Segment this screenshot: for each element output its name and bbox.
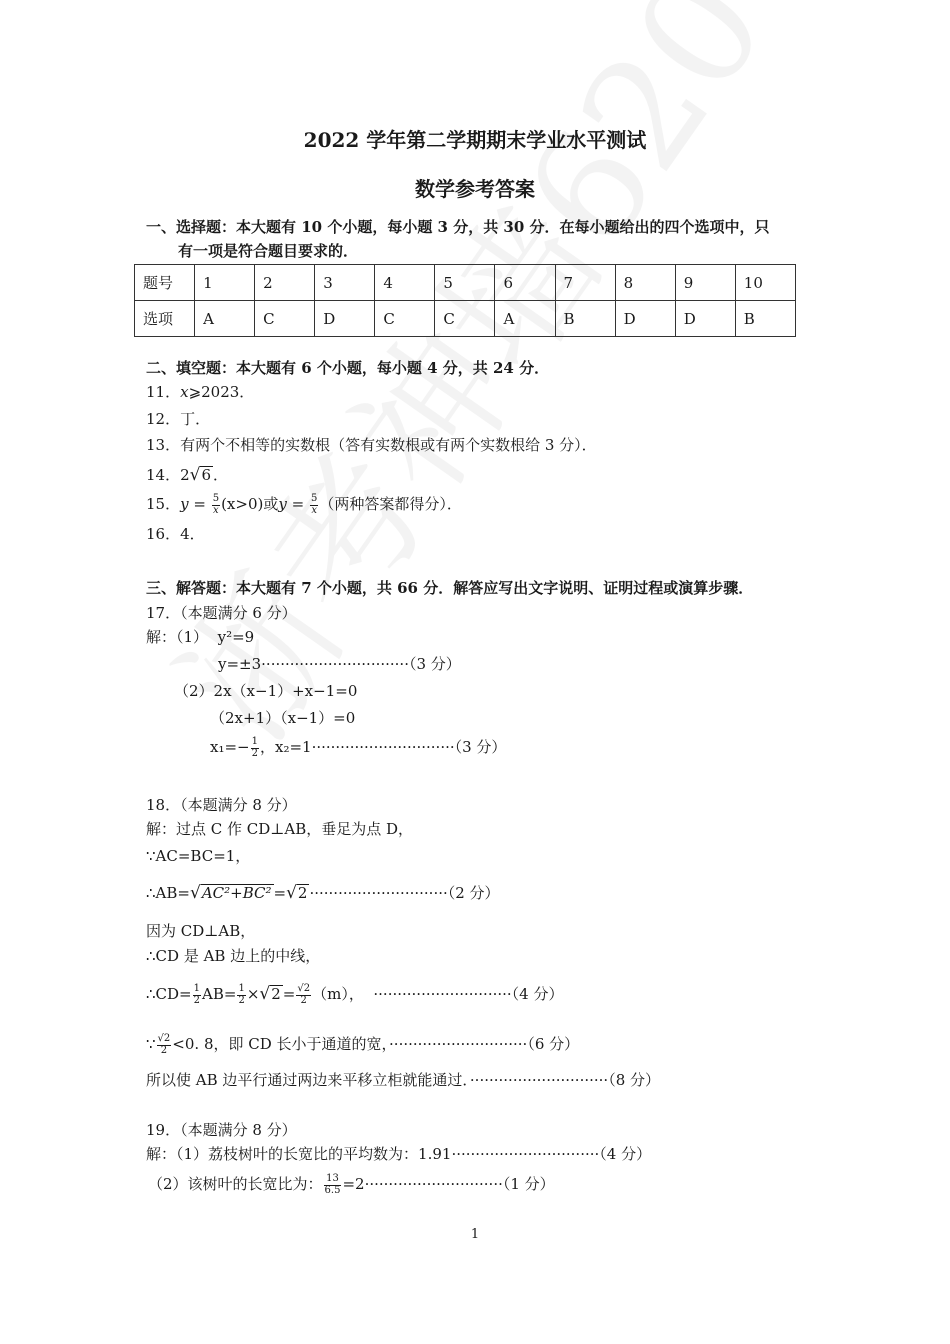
fraction-5-over-x	[310, 494, 318, 516]
score-label: （3 分）	[454, 738, 507, 756]
table-cell: C	[255, 301, 315, 337]
table-cell: 5	[435, 265, 495, 301]
sqrt-sign: √	[189, 465, 201, 485]
q18-line5: ∴CD 是 AB 边上的中线，	[146, 947, 321, 965]
fraction-numerator: 5	[310, 493, 318, 504]
fraction-numerator: 13	[324, 1174, 342, 1186]
q18-l6-d: =	[282, 985, 296, 1003]
q17-part1-equation: y²=9	[217, 628, 255, 646]
q17-part1-solution	[218, 657, 461, 672]
table-cell: B	[555, 301, 615, 337]
q19-l2-a: （2）该树叶的长宽比为：	[148, 1175, 323, 1193]
fraction-denominator: 2	[193, 994, 200, 1006]
page-subtitle: 数学参考答案	[415, 177, 535, 201]
table-cell: A	[195, 301, 255, 337]
fraction-one-half	[251, 737, 259, 759]
fraction-numerator: 5	[212, 493, 220, 504]
answer-15-or: 或	[263, 495, 279, 513]
table-cell: 7	[555, 265, 615, 301]
q19-heading: 19．（本题满分 8 分）	[146, 1121, 297, 1139]
answer-15-eq1: y =	[180, 495, 206, 513]
q17-part2-line1: （2）2x（x−1）+x−1=0	[174, 682, 358, 700]
table-cell: 10	[735, 265, 795, 301]
q17-part1-eq	[146, 630, 254, 645]
table-cell: 2	[255, 265, 315, 301]
table-row	[135, 265, 796, 301]
fraction-denominator: 2	[160, 1044, 168, 1056]
table-cell: C	[435, 301, 495, 337]
sqrt-sign: √	[189, 883, 201, 903]
answer-14-label: 14．2	[146, 466, 190, 484]
q17-part2-sol-a: x₁=−	[210, 738, 250, 756]
leader-dots: ·····························	[364, 1175, 503, 1193]
q17-part1-sol: y=±3	[218, 655, 262, 673]
fraction-numerator: 1	[193, 983, 200, 994]
fraction-denominator: 6.5	[324, 1184, 341, 1196]
answer-15-label: 15．	[146, 495, 181, 513]
q19-l1: 解：（1）荔枝树叶的长宽比的平均数为：1.91	[146, 1145, 452, 1163]
q17-part2-sol-b: ，x₂=1	[259, 738, 312, 756]
answer-11-rest: ⩾2023．	[188, 383, 255, 401]
q17-part2-line2: （2x+1）（x−1）=0	[210, 709, 356, 727]
fraction-denominator: x	[213, 504, 219, 516]
q18-line3	[146, 884, 500, 902]
radicand: 2	[163, 1033, 171, 1044]
answer-14-radicand: 6	[201, 466, 212, 484]
score-label: （3 分）	[408, 655, 461, 673]
table-cell: 9	[675, 265, 735, 301]
fraction-numerator: 1	[238, 983, 245, 994]
q18-l3-radicand: AC²+BC²	[201, 884, 272, 902]
q17-part1-label: 解：（1）	[146, 628, 209, 646]
score-label: （4 分）	[511, 985, 564, 1003]
q18-l3-radicand2: 2	[297, 884, 308, 902]
section3-heading: 三、解答题：本大题有 7 个小题，共 66 分．解答应写出文字说明、证明过程或演算步骤．	[146, 579, 754, 597]
score-label: （6 分）	[527, 1035, 580, 1053]
table-cell: 8	[615, 265, 675, 301]
q18-line6	[146, 984, 563, 1006]
fraction-denominator: x	[311, 504, 317, 516]
leader-dots: ·····························	[469, 1071, 609, 1089]
table-cell: 6	[495, 265, 555, 301]
section2-heading: 二、填空题：本大题有 6 个小题，每小题 4 分，共 24 分．	[146, 359, 550, 377]
answer-12: 12．丁．	[146, 410, 211, 428]
section1-heading-line1: 一、选择题：本大题有 10 个小题，每小题 3 分，共 30 分．在每小题给出的四个选项中，只	[146, 218, 770, 236]
table-cell: A	[495, 301, 555, 337]
table-cell: D	[615, 301, 675, 337]
answer-14-end: ．	[213, 466, 229, 484]
table-cell: D	[675, 301, 735, 337]
fraction-numerator: √2	[297, 983, 311, 994]
sqrt-sign: √	[286, 883, 297, 903]
answer-13: 13．有两个不相等的实数根（答有实数根或有两个实数根给 3 分）．	[146, 436, 597, 454]
page-title: 2022 学年第二学期期末学业水平测试	[303, 128, 647, 152]
answer-16: 16．4．	[146, 525, 205, 543]
q18-heading: 18．（本题满分 8 分）	[146, 796, 297, 814]
q18-l6-e: （m），	[312, 985, 364, 1003]
fraction-denominator: 2	[300, 994, 307, 1006]
section1-heading-line2: 有一项是符合题目要求的．	[178, 242, 359, 260]
q18-l3-b: =	[273, 884, 287, 902]
leader-dots: ·····························	[373, 985, 512, 1003]
q18-l6-b: AB=	[202, 985, 237, 1003]
table-cell: C	[375, 301, 435, 337]
answer-11	[146, 385, 254, 400]
q18-l3-a: ∴AB=	[146, 884, 190, 902]
radicand: 2	[303, 983, 311, 994]
q18-line4: 因为 CD⊥AB，	[146, 922, 256, 940]
q18-l7-b: <0. 8，即 CD 长小于通道的宽，	[172, 1035, 390, 1053]
leader-dots: ·······························	[451, 1145, 600, 1163]
q18-l6-c: ×	[246, 985, 260, 1003]
q19-line1	[146, 1147, 651, 1162]
table-cell: D	[315, 301, 375, 337]
fraction-numerator: √2	[157, 1033, 171, 1044]
table-cell-label: 选项	[135, 301, 195, 337]
q17-heading: 17．（本题满分 6 分）	[146, 604, 297, 622]
score-label: （8 分）	[608, 1071, 660, 1089]
q18-l6-a: ∴CD=	[146, 985, 192, 1003]
q17-part2-solution	[210, 737, 506, 759]
fraction-one-half	[193, 984, 201, 1006]
answer-15	[146, 494, 462, 516]
fraction-13-over-6-5	[324, 1174, 342, 1196]
q18-l8: 所以使 AB 边平行通过两边来平移立柜就能通过．	[146, 1071, 470, 1089]
leader-dots: ·····························	[309, 884, 448, 902]
q18-l7-a: ∵	[146, 1035, 156, 1053]
q19-l2-b: =2	[342, 1175, 365, 1193]
q18-line1: 解：过点 C 作 CD⊥AB，垂足为点 D，	[146, 820, 414, 838]
leader-dots: ·····························	[389, 1035, 528, 1053]
answer-11-label: 11．	[146, 383, 181, 401]
table-row	[135, 301, 796, 337]
sqrt-sign: √	[259, 984, 271, 1004]
fraction-root2-over-2	[157, 1034, 172, 1056]
page-number: 1	[470, 1227, 480, 1242]
score-label: （2 分）	[447, 884, 500, 902]
answer-14	[146, 466, 228, 484]
table-cell-label: 题号	[135, 265, 195, 301]
fraction-denominator: 2	[251, 747, 258, 759]
answer-11-var: x	[180, 383, 189, 401]
fraction-root2-over-2	[296, 984, 311, 1006]
fraction-numerator: 1	[251, 736, 258, 747]
fraction-5-over-x	[212, 494, 220, 516]
fraction-denominator: 2	[238, 994, 245, 1006]
table-cell: 1	[195, 265, 255, 301]
q18-line8	[146, 1073, 660, 1088]
table-cell: 3	[315, 265, 375, 301]
answer-15-eq2: y =	[278, 495, 305, 513]
q19-line2	[148, 1174, 555, 1196]
q18-l6-radicand: 2	[271, 985, 281, 1003]
answer-15-note: （两种答案都得分）．	[319, 495, 462, 513]
fraction-one-half	[237, 984, 245, 1006]
table-cell: 4	[375, 265, 435, 301]
leader-dots: ······························	[311, 738, 455, 756]
table-cell: B	[735, 301, 795, 337]
leader-dots: ·······························	[261, 655, 409, 673]
score-label: （4 分）	[599, 1145, 652, 1163]
answer-15-cond: (x>0)	[221, 495, 264, 513]
score-label: （1 分）	[502, 1175, 555, 1193]
answer-table	[134, 264, 796, 337]
q18-line2: ∵AC=BC=1，	[146, 847, 251, 865]
q18-line7	[146, 1034, 579, 1056]
